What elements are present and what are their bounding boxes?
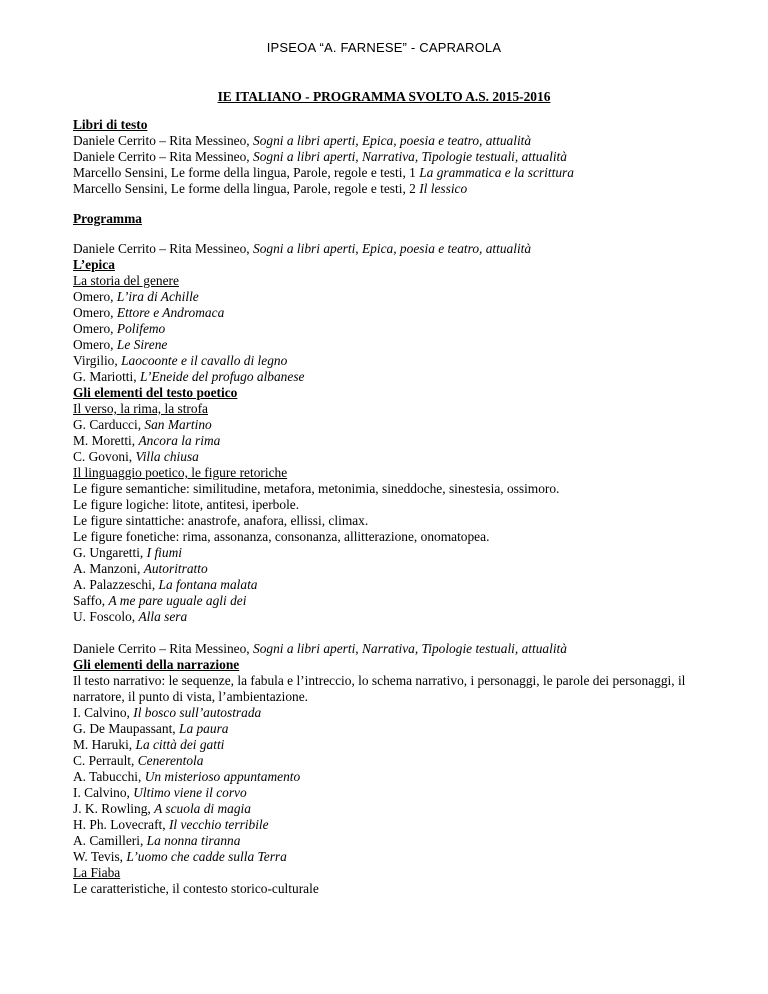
libri-heading: Libri di testo: [73, 117, 148, 132]
work-title: Villa chiusa: [135, 449, 199, 464]
book1-line: [73, 241, 713, 257]
work-title: Polifemo: [116, 321, 166, 336]
document-title: IE ITALIANO - PROGRAMMA SVOLTO A.S. 2015-2016: [217, 89, 551, 104]
work-title: I fiumi: [146, 545, 182, 560]
author: C. Govoni,: [73, 449, 133, 464]
author: U. Foscolo,: [73, 609, 136, 624]
epica-item: [73, 321, 713, 337]
author: Saffo,: [73, 593, 106, 608]
work-title: Ancora la rima: [138, 433, 221, 448]
author: M. Moretti,: [73, 433, 136, 448]
author: C. Perrault,: [73, 753, 135, 768]
figure-line: Le figure logiche: litote, antitesi, iperbole.: [73, 497, 300, 512]
epica-item: [73, 305, 713, 321]
libro-3: [73, 165, 713, 181]
work-title: A scuola di magia: [154, 801, 251, 816]
narrazione-item: [73, 769, 713, 785]
libro-2: [73, 149, 713, 165]
author: Omero,: [73, 321, 114, 336]
narrazione-item: [73, 801, 713, 817]
poetico-item: [73, 577, 713, 593]
author: Daniele Cerrito – Rita Messineo,: [73, 149, 250, 164]
author: W. Tevis,: [73, 849, 124, 864]
work-title: Autoritratto: [143, 561, 208, 576]
poetico-item: [73, 417, 713, 433]
work-title: L’Eneide del profugo albanese: [139, 369, 305, 384]
narrazione-item: [73, 753, 713, 769]
narrazione-item: [73, 833, 713, 849]
figure-line: Le figure sintattiche: anastrofe, anafora, ellissi, climax.: [73, 513, 369, 528]
narrazione-item: [73, 785, 713, 801]
author: Omero,: [73, 305, 114, 320]
narrazione-item: [73, 737, 713, 753]
work-title: Sogni a libri aperti, Epica, poesia e teatro, attualità: [253, 241, 532, 256]
author: A. Camilleri,: [73, 833, 144, 848]
work-title: La paura: [179, 721, 229, 736]
fiaba-desc: Le caratteristiche, il contesto storico-culturale: [73, 881, 319, 896]
author: I. Calvino,: [73, 785, 130, 800]
work-title: Ultimo viene il corvo: [133, 785, 247, 800]
work-title: A me pare uguale agli dei: [108, 593, 247, 608]
narrazione-item: [73, 705, 713, 721]
author: Daniele Cerrito – Rita Messineo,: [73, 641, 250, 656]
poetico-item: [73, 449, 713, 465]
author: G. De Maupassant,: [73, 721, 176, 736]
author: Omero,: [73, 337, 114, 352]
poetico-heading: Gli elementi del testo poetico: [73, 385, 238, 400]
work-title: La fontana malata: [158, 577, 258, 592]
figure-line: Le figure fonetiche: rima, assonanza, consonanza, allitterazione, onomatopea.: [73, 529, 490, 544]
work-title: L’uomo che cadde sulla Terra: [126, 849, 287, 864]
author: G. Mariotti,: [73, 369, 137, 384]
work-title: Il vecchio terribile: [168, 817, 269, 832]
work-title: La nonna tiranna: [146, 833, 241, 848]
work-title: Un misterioso appuntamento: [144, 769, 301, 784]
work-title: Sogni a libri aperti, Narrativa, Tipologie testuali, attualità: [253, 641, 567, 656]
epica-item: [73, 337, 713, 353]
libro-1: [73, 133, 713, 149]
author: Virgilio,: [73, 353, 118, 368]
work-title: L’ira di Achille: [116, 289, 199, 304]
author: Omero,: [73, 289, 114, 304]
author: Daniele Cerrito – Rita Messineo,: [73, 133, 250, 148]
author: Marcello Sensini, Le forme della lingua, Parole, regole e testi, 1: [73, 165, 416, 180]
author: G. Ungaretti,: [73, 545, 144, 560]
work-title: Sogni a libri aperti, Epica, poesia e teatro, attualità: [253, 133, 532, 148]
narrazione-item: [73, 721, 713, 737]
work-title: Il bosco sull’autostrada: [133, 705, 262, 720]
libro-4: [73, 181, 713, 197]
poetico-sub2: Il linguaggio poetico, le figure retoriche: [73, 465, 288, 480]
epica-item: [73, 369, 713, 385]
epica-sub: La storia del genere: [73, 273, 179, 288]
epica-item: [73, 289, 713, 305]
author: A. Tabucchi,: [73, 769, 142, 784]
poetico-item: [73, 561, 713, 577]
figure-line: Le figure semantiche: similitudine, metafora, metonimia, sineddoche, sinestesia, ossimoro.: [73, 481, 560, 496]
narrazione-item: [73, 817, 713, 833]
poetico-sub1: Il verso, la rima, la strofa: [73, 401, 208, 416]
work-title: Ettore e Andromaca: [116, 305, 225, 320]
work-title: San Martino: [144, 417, 212, 432]
book2-line: [73, 641, 713, 657]
narrazione-desc: Il testo narrativo: le sequenze, la fabula e l’intreccio, lo schema narrativo, i personaggi, le parole dei personaggi, il narratore, il punto di vista, l’ambientazione.: [73, 673, 686, 704]
epica-heading: L’epica: [73, 257, 115, 272]
programma-heading: Programma: [73, 211, 142, 226]
poetico-item: [73, 433, 713, 449]
poetico-item: [73, 593, 713, 609]
author: Daniele Cerrito – Rita Messineo,: [73, 241, 250, 256]
author: A. Manzoni,: [73, 561, 141, 576]
work-title: Le Sirene: [116, 337, 168, 352]
fiaba-heading: La Fiaba: [73, 865, 121, 880]
author: I. Calvino,: [73, 705, 130, 720]
poetico-item: [73, 545, 713, 561]
work-title: Il lessico: [419, 181, 468, 196]
author: M. Haruki,: [73, 737, 133, 752]
author: A. Palazzeschi,: [73, 577, 156, 592]
work-title: Laocoonte e il cavallo di legno: [121, 353, 288, 368]
author: Marcello Sensini, Le forme della lingua, Parole, regole e testi, 2: [73, 181, 416, 196]
author: G. Carducci,: [73, 417, 142, 432]
narrazione-item: [73, 849, 713, 865]
work-title: La città dei gatti: [135, 737, 225, 752]
page-header: IPSEOA “A. FARNESE” - CAPRAROLA: [266, 40, 502, 55]
epica-item: [73, 353, 713, 369]
work-title: Cenerentola: [137, 753, 204, 768]
author: H. Ph. Lovecraft,: [73, 817, 166, 832]
work-title: Sogni a libri aperti, Narrativa, Tipologie testuali, attualità: [253, 149, 567, 164]
work-title: La grammatica e la scrittura: [419, 165, 574, 180]
poetico-item: [73, 609, 713, 625]
document-body: [73, 117, 713, 897]
work-title: Alla sera: [138, 609, 188, 624]
author: J. K. Rowling,: [73, 801, 151, 816]
narrazione-heading: Gli elementi della narrazione: [73, 657, 240, 672]
